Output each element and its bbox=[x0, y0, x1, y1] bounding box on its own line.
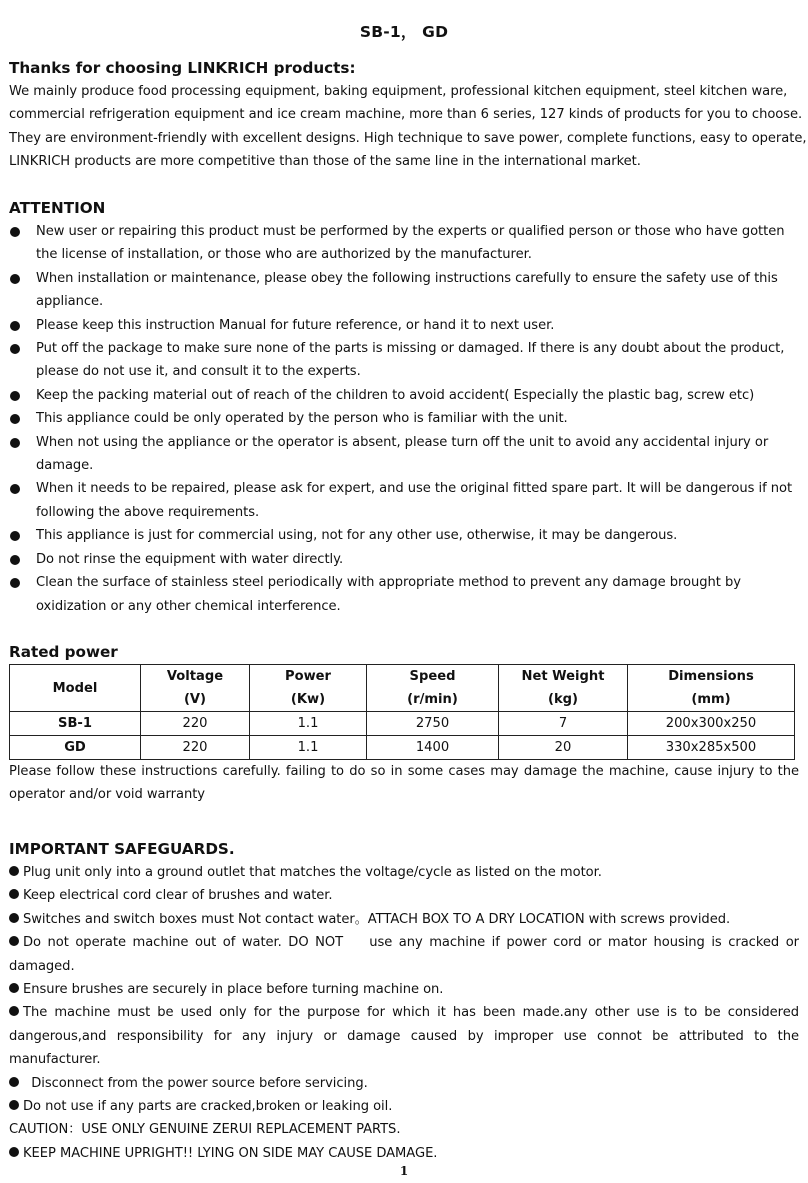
column-header bbox=[141, 665, 250, 712]
bullet-icon bbox=[9, 1100, 19, 1110]
attention-item-text: Please keep this instruction Manual for future reference, or hand it to next user. bbox=[36, 317, 555, 333]
column-header bbox=[367, 665, 499, 712]
attention-item bbox=[9, 337, 799, 384]
attention-item-text: This appliance is just for commercial using, not for any other use, otherwise, it may be dangerous. bbox=[36, 528, 678, 544]
safeguards-list bbox=[9, 861, 804, 1165]
attention-item-text: When it needs to be repaired, please ask for expert, and use the original fitted spare part. It will be dangerous if not following the above requirements. bbox=[36, 481, 793, 520]
table-row bbox=[10, 712, 795, 736]
column-header-name: Dimensions bbox=[668, 669, 754, 684]
safeguard-item bbox=[9, 1095, 799, 1118]
attention-item bbox=[9, 431, 799, 478]
caution-line bbox=[9, 1118, 799, 1141]
bullet-icon bbox=[10, 274, 20, 284]
column-header-unit: (kg) bbox=[547, 692, 579, 707]
safeguard-item-text: Do not operate machine out of water. DO NOT use any machine if power cord or mator housing is cracked or damaged. bbox=[9, 935, 804, 974]
page-number: 1 bbox=[399, 1164, 409, 1178]
intro-section bbox=[9, 56, 807, 174]
bullet-icon bbox=[10, 438, 20, 448]
table-cell: 200x300x250 bbox=[628, 712, 795, 736]
table-row bbox=[10, 736, 795, 760]
table-header-row bbox=[10, 665, 795, 712]
bullet-icon bbox=[10, 484, 20, 494]
bullet-icon bbox=[10, 578, 20, 588]
attention-list bbox=[9, 220, 799, 618]
safeguard-item-text: Disconnect from the power source before servicing. bbox=[23, 1075, 368, 1091]
bullet-icon bbox=[10, 344, 20, 354]
bullet-icon bbox=[9, 983, 19, 993]
caution-text: CAUTION：USE ONLY GENUINE ZERUI REPLACEMENT PARTS. bbox=[9, 1122, 401, 1138]
column-header bbox=[499, 665, 628, 712]
column-header-unit: (V) bbox=[183, 692, 207, 707]
bullet-icon bbox=[9, 889, 19, 899]
page-title: SB-1， GD bbox=[359, 23, 449, 41]
table-cell: 220 bbox=[141, 736, 250, 760]
safeguard-item bbox=[9, 931, 804, 978]
bullet-icon bbox=[10, 531, 20, 541]
column-header-unit: (Kw) bbox=[290, 692, 326, 707]
attention-item-text: New user or repairing this product must be performed by the experts or qualified person or those who have gotten the license of installation, or those who are authorized by the manufacturer. bbox=[36, 224, 785, 263]
attention-item-text: Put off the package to make sure none of the parts is missing or damaged. If there is any doubt about the product, please do not use it, and consult it to the experts. bbox=[36, 341, 785, 380]
safeguard-item-text: Keep electrical cord clear of brushes and water. bbox=[23, 888, 333, 904]
column-header-name: Speed bbox=[409, 669, 456, 684]
rated-power-section bbox=[9, 640, 799, 807]
attention-section bbox=[9, 196, 799, 618]
bullet-icon bbox=[9, 1077, 19, 1087]
column-header-name: Voltage bbox=[166, 669, 224, 684]
attention-item bbox=[9, 314, 799, 337]
table-cell: 330x285x500 bbox=[628, 736, 795, 760]
bullet-icon bbox=[10, 391, 20, 401]
bullet-icon bbox=[10, 227, 20, 237]
table-cell: 220 bbox=[141, 712, 250, 736]
attention-item bbox=[9, 571, 799, 618]
intro-line: They are environment-friendly with excellent designs. High technique to save power, complete functions, easy to operate, bbox=[9, 130, 807, 146]
safeguard-item bbox=[9, 884, 799, 907]
bullet-icon bbox=[9, 913, 19, 923]
attention-item-text: Keep the packing material out of reach of the children to avoid accident( Especially the plastic bag, screw etc) bbox=[36, 387, 755, 403]
column-header-name: Model bbox=[52, 680, 98, 696]
table-cell: 2750 bbox=[367, 712, 499, 736]
safeguard-item-text: Plug unit only into a ground outlet that matches the voltage/cycle as listed on the motor. bbox=[23, 865, 602, 880]
bullet-icon bbox=[9, 866, 19, 876]
rated-power-table bbox=[9, 664, 795, 760]
bullet-icon bbox=[9, 936, 19, 946]
table-cell-model: GD bbox=[10, 736, 141, 760]
table-cell: 20 bbox=[499, 736, 628, 760]
attention-item-text: Clean the surface of stainless steel periodically with appropriate method to prevent any damage brought by oxidization or any other chemical interference. bbox=[36, 575, 741, 614]
table-cell: 1.1 bbox=[250, 712, 367, 736]
safeguards-heading: IMPORTANT SAFEGUARDS. bbox=[9, 840, 235, 858]
rated-power-heading: Rated power bbox=[9, 643, 118, 661]
intro-line: LINKRICH products are more competitive than those of the same line in the international market. bbox=[9, 154, 641, 170]
safeguard-item-text: Switches and switch boxes must Not contact water。ATTACH BOX TO A DRY LOCATION with screws provided. bbox=[23, 911, 731, 927]
attention-item-text: Do not rinse the equipment with water directly. bbox=[36, 551, 344, 567]
safeguards-section bbox=[9, 837, 804, 1165]
attention-item bbox=[9, 407, 799, 430]
table-cell: 7 bbox=[499, 712, 628, 736]
safeguard-item bbox=[9, 1072, 799, 1095]
table-cell-model: SB-1 bbox=[10, 712, 141, 736]
safeguard-item-text: Do not use if any parts are cracked,broken or leaking oil. bbox=[23, 1099, 393, 1115]
column-header-name: Net Weight bbox=[521, 669, 605, 684]
attention-item-text: This appliance could be only operated by the person who is familiar with the unit. bbox=[36, 411, 568, 427]
column-header bbox=[628, 665, 795, 712]
intro-line: commercial refrigeration equipment and ice cream machine, more than 6 series, 127 kinds of products for you to choose. bbox=[9, 107, 803, 123]
safeguard-item bbox=[9, 978, 799, 1001]
attention-item bbox=[9, 477, 799, 524]
safeguard-item bbox=[9, 908, 799, 931]
intro-heading: Thanks for choosing LINKRICH products: bbox=[9, 59, 356, 77]
table-cell: 1.1 bbox=[250, 736, 367, 760]
attention-item bbox=[9, 220, 799, 267]
column-header-unit: (r/min) bbox=[407, 692, 458, 707]
attention-item bbox=[9, 548, 799, 571]
rated-power-note: Please follow these instructions carefully. failing to do so in some cases may damage the machine, cause injury to the operator and/or void warranty bbox=[9, 764, 799, 803]
column-header bbox=[250, 665, 367, 712]
column-header-unit: (mm) bbox=[691, 692, 731, 707]
bullet-icon bbox=[10, 414, 20, 424]
safeguard-item-text: Ensure brushes are securely in place before turning machine on. bbox=[23, 982, 444, 998]
safeguard-item bbox=[9, 1001, 799, 1071]
safeguard-item bbox=[9, 861, 799, 884]
bullet-icon bbox=[10, 321, 20, 331]
attention-heading: ATTENTION bbox=[9, 199, 106, 217]
bullet-icon bbox=[10, 555, 20, 565]
attention-item bbox=[9, 524, 799, 547]
safeguard-item-text: KEEP MACHINE UPRIGHT!! LYING ON SIDE MAY CAUSE DAMAGE. bbox=[23, 1145, 438, 1161]
attention-item-text: When installation or maintenance, please obey the following instructions carefully to ensure the safety use of this appliance. bbox=[36, 270, 778, 310]
attention-item-text: When not using the appliance or the operator is absent, please turn off the unit to avoid any accidental injury or damage. bbox=[36, 434, 769, 474]
attention-item bbox=[9, 267, 799, 314]
safeguard-item-text: The machine must be used only for the purpose for which it has been made.any other use is to be considered dangerous,and responsibility for any injury or damage caused by improper use connot be attributed to the manufacturer. bbox=[9, 1005, 799, 1068]
table-cell: 1400 bbox=[367, 736, 499, 760]
attention-item bbox=[9, 384, 799, 407]
bullet-icon bbox=[9, 1006, 19, 1016]
intro-line: We mainly produce food processing equipment, baking equipment, professional kitchen equipment, steel kitchen ware, bbox=[9, 84, 788, 99]
bullet-icon bbox=[9, 1147, 19, 1157]
column-header-name: Power bbox=[284, 669, 332, 684]
column-header bbox=[10, 665, 141, 712]
